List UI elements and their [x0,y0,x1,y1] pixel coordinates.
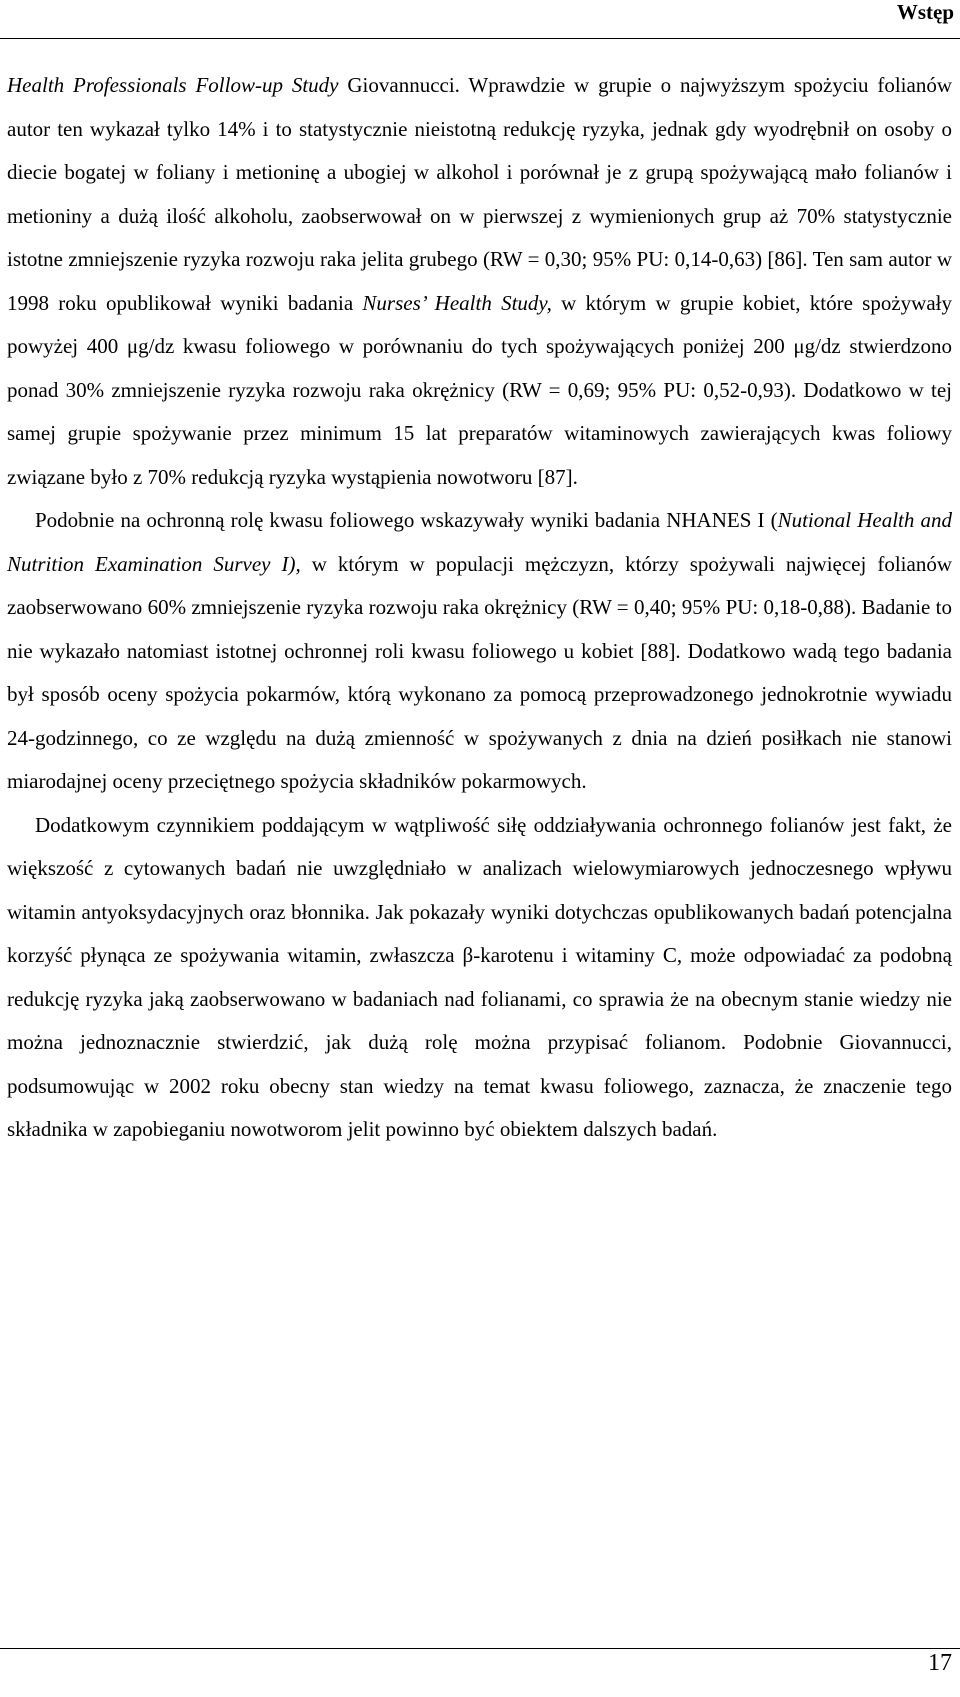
paragraph-2 [7,499,952,804]
paragraph-text: w którym w populacji mężczyzn, którzy spożywali najwięcej folianów zaobserwowano 60% zmniejszenie ryzyka rozwoju raka okrężnicy (RW = 0,40; 95% PU: 0,18-0,88). Badanie to nie wykazało natomiast istotnej ochronnej roli kwasu foliowego u kobiet [88]. Dodatkowo wadą tego badania był sposób oceny spożycia pokarmów, którą wykonano za pomocą przeprowadzonego jednokrotnie wywiadu 24-godzinnego, co ze względu na dużą zmienność w spożywanych z dnia na dzień posiłkach nie stanowi miarodajnej oceny przeciętnego spożycia składników pokarmowych. [7,551,952,793]
study-name: Nurses’ Health Study, [362,290,552,315]
paragraph-text: Dodatkowym czynnikiem poddającym w wątpliwość siłę oddziaływania ochronnego folianów jest fakt, że większość z cytowanych badań nie uwzględniało w analizach wielowymiarowych jednoczesnego wpływu witamin antyoksydacyjnych oraz błonnika. Jak pokazały wyniki dotychczas opublikowanych badań potencjalna korzyść płynąca ze spożywania witamin, zwłaszcza β-karotenu i witaminy C, może odpowiadać za podobną redukcję ryzyka jaką zaobserwowano w badaniach nad folianami, co sprawia że na obecnym stanie wiedzy nie można jednoznacznie stwierdzić, jak dużą rolę można przypisać folianom. Podobnie Giovannucci, podsumowując w 2002 roku obecny stan wiedzy na temat kwasu foliowego, zaznacza, że znaczenie tego składnika w zapobieganiu nowotworom jelit powinno być obiektem dalszych badań. [7,812,952,1141]
section-title: Wstęp [896,0,954,24]
paragraph-text: w którym w grupie kobiet, które spożywały powyżej 400 μg/dz kwasu foliowego w porównaniu do tych spożywających poniżej 200 μg/dz stwierdzono ponad 30% zmniejszenie ryzyka rozwoju raka okrężnicy (RW = 0,69; 95% PU: 0,52-0,93). Dodatkowo w tej samej grupie spożywanie przez minimum 15 lat preparatów witaminowych zawierających kwas foliowy związane było z 70% redukcją ryzyka wystąpienia nowotworu [87]. [7,290,952,489]
study-name: Nutional Health and Nutrition Examination Survey I), [7,508,952,576]
page-number: 17 [928,1650,952,1676]
paragraph-text: Podobnie na ochronną rolę kwasu foliowego wskazywały wyniki badania NHANES I ( [35,508,778,532]
running-header [0,0,960,39]
study-name: Health Professionals Follow-up Study [7,73,339,97]
paragraph-text: Giovannucci. Wprawdzie w grupie o najwyższym spożyciu folianów autor ten wykazał tylko 14% i to statystycznie nieistotną redukcję ryzyka, jednak gdy wyodrębnił on osoby o diecie bogatej w foliany i metioninę a ubogiej w alkohol i porównał je z grupą spożywającą mało folianów i metioniny a dużą ilość alkoholu, zaobserwował on w pierwszej z wymienionych grup aż 70% statystycznie istotne zmniejszenie ryzyka rozwoju raka jelita grubego (RW = 0,30; 95% PU: 0,14-0,63) [86]. Ten sam autor w 1998 roku opublikował wyniki badania [7,73,953,315]
paragraph-1 [7,64,952,499]
footer-rule [0,1648,960,1649]
body-text [7,64,952,1152]
paragraph-3 [7,804,952,1152]
